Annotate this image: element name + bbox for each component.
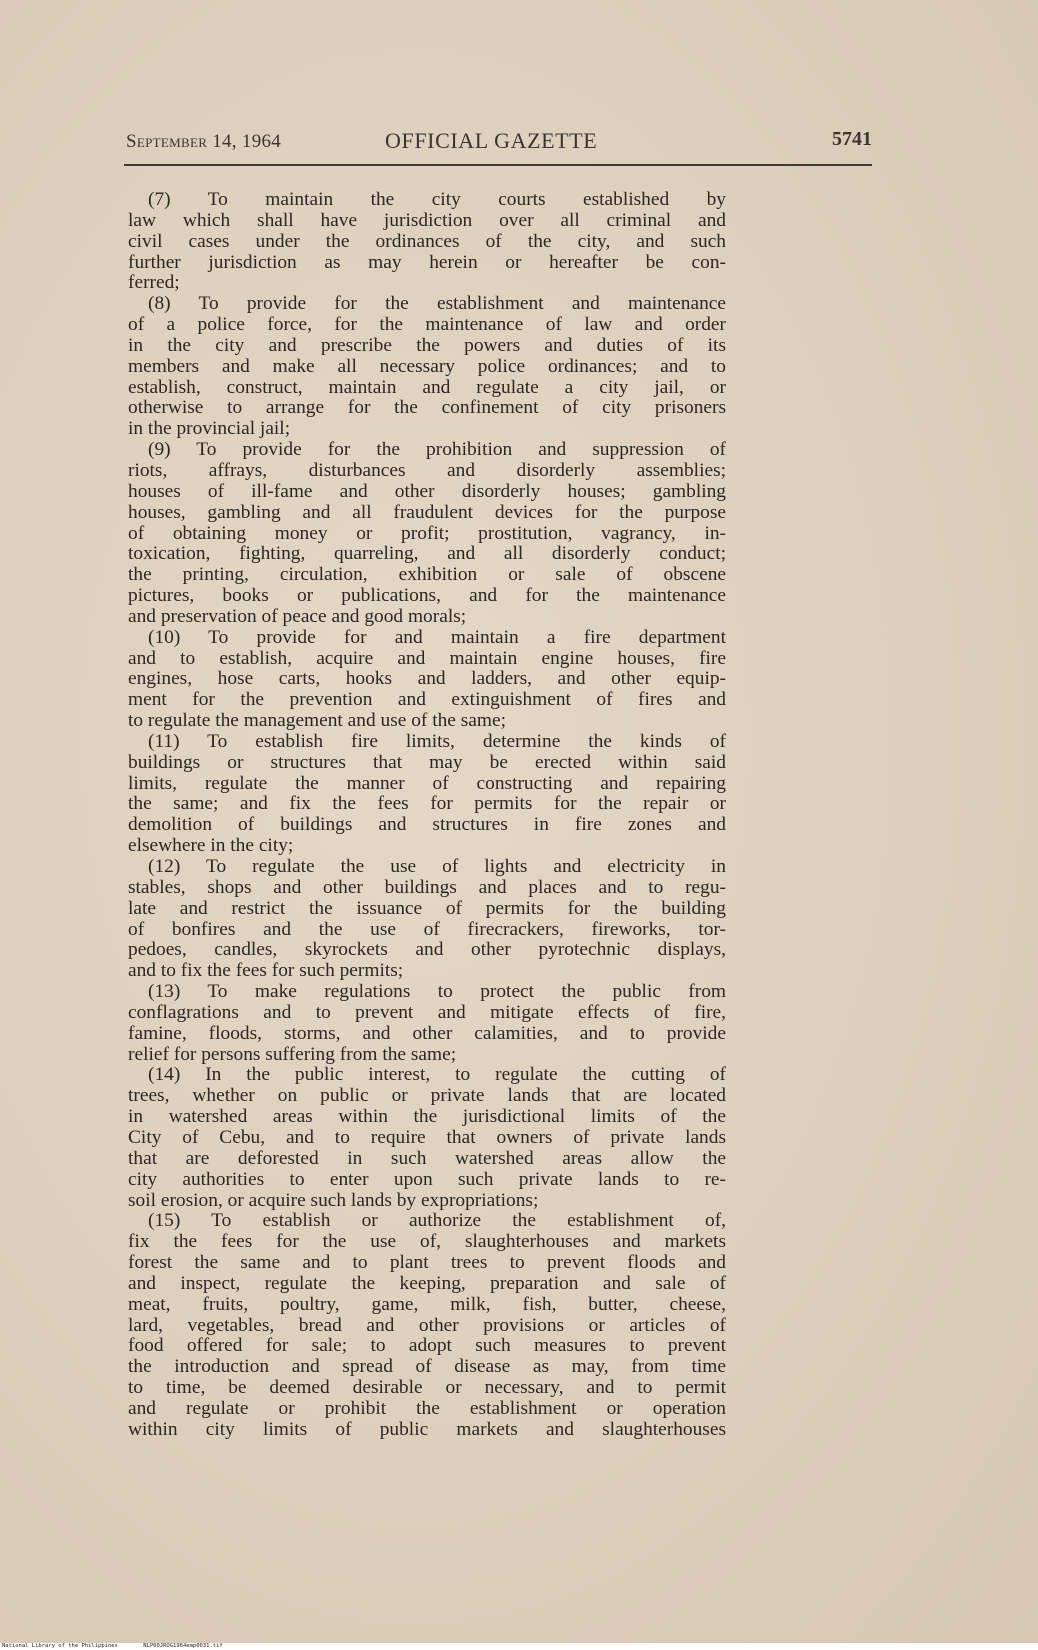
text-line: within city limits of public markets and slaughterhouses xyxy=(128,1418,726,1440)
text-line: and preservation of peace and good morals; xyxy=(128,605,467,627)
text-line: establish, construct, maintain and regulate a city jail, or xyxy=(128,376,726,398)
text-line: famine, floods, storms, and other calamities, and to provide xyxy=(128,1022,726,1044)
publication-title: OFFICIAL GAZETTE xyxy=(385,128,598,153)
text-line: pictures, books or publications, and for the maintenance xyxy=(128,585,726,607)
footer-institution: National Library of the Philippines xyxy=(2,1643,118,1649)
text-line: (7) To maintain the city courts established by xyxy=(148,189,726,210)
text-line: to regulate the management and use of the same; xyxy=(128,710,506,732)
body-text xyxy=(128,190,726,1441)
text-line: (10) To provide for and maintain a fire department xyxy=(148,626,726,648)
text-line: engines, hose carts, hooks and ladders, and other equip- xyxy=(128,668,726,690)
text-line: houses, gambling and all fraudulent devices for the purpose xyxy=(128,501,726,523)
text-line: conflagrations and to prevent and mitigate effects of fire, xyxy=(128,1001,726,1023)
text-line: late and restrict the issuance of permits for the building xyxy=(128,897,726,919)
text-line: (8) To provide for the establishment and maintenance xyxy=(148,293,726,315)
text-line: and to fix the fees for such permits; xyxy=(128,960,404,982)
text-line: that are deforested in such watershed areas allow the xyxy=(128,1147,726,1169)
text-line: forest the same and to plant trees to prevent floods and xyxy=(128,1252,726,1274)
text-line: buildings or structures that may be erected within said xyxy=(128,751,726,773)
text-line: (14) In the public interest, to regulate the cutting of xyxy=(148,1064,726,1086)
text-line: and inspect, regulate the keeping, preparation and sale of xyxy=(128,1272,726,1294)
text-line: (11) To establish fire limits, determine the kinds of xyxy=(148,730,726,752)
text-line: toxication, fighting, quarreling, and all disorderly conduct; xyxy=(128,543,726,565)
header-date: September 14, 1964 xyxy=(126,131,282,152)
header-rule xyxy=(124,164,872,166)
text-line: demolition of buildings and structures in fire zones and xyxy=(128,814,726,836)
text-line: the introduction and spread of disease as may, from time xyxy=(128,1356,726,1378)
text-line: fix the fees for the use of, slaughterhouses and markets xyxy=(128,1231,726,1253)
text-line: the same; and fix the fees for permits for the repair or xyxy=(128,793,726,815)
text-line: of a police force, for the maintenance of law and order xyxy=(128,314,726,336)
text-line: ment for the prevention and extinguishment of fires and xyxy=(128,689,726,711)
text-line: and to establish, acquire and maintain engine houses, fire xyxy=(128,647,726,669)
text-line: ferred; xyxy=(128,272,180,294)
text-line: in the city and prescribe the powers and duties of its xyxy=(128,334,726,356)
text-line: limits, regulate the manner of constructing and repairing xyxy=(128,772,726,794)
text-line: of obtaining money or profit; prostitution, vagrancy, in- xyxy=(128,522,726,544)
text-line: relief for persons suffering from the same; xyxy=(128,1043,457,1065)
text-line: in watershed areas within the jurisdictional limits of the xyxy=(128,1106,726,1128)
text-line: soil erosion, or acquire such lands by expropriations; xyxy=(128,1189,539,1211)
text-line: (15) To establish or authorize the establishment of, xyxy=(148,1210,726,1232)
text-line: civil cases under the ordinances of the city, and such xyxy=(128,230,726,252)
scan-footer xyxy=(0,1643,1038,1650)
text-line: stables, shops and other buildings and places and to regu- xyxy=(128,876,726,898)
text-line: meat, fruits, poultry, game, milk, fish, butter, cheese, xyxy=(128,1293,726,1315)
text-line: law which shall have jurisdiction over all criminal and xyxy=(128,209,726,231)
text-line: houses of ill-fame and other disorderly houses; gambling xyxy=(128,480,726,502)
text-line: trees, whether on public or private lands that are located xyxy=(128,1085,726,1107)
text-line: lard, vegetables, bread and other provisions or articles of xyxy=(128,1314,726,1336)
text-line: the printing, circulation, exhibition or sale of obscene xyxy=(128,564,726,586)
text-line: elsewhere in the city; xyxy=(128,835,294,857)
text-line: food offered for sale; to adopt such measures to prevent xyxy=(128,1335,726,1357)
text-line: to time, be deemed desirable or necessary, and to permit xyxy=(128,1377,726,1399)
text-line: of bonfires and the use of firecrackers, fireworks, tor- xyxy=(128,918,726,940)
text-line: city authorities to enter upon such private lands to re- xyxy=(128,1168,726,1190)
running-header xyxy=(126,128,872,158)
text-line: (9) To provide for the prohibition and suppression of xyxy=(148,439,726,461)
text-line: pedoes, candles, skyrockets and other pyrotechnic displays, xyxy=(128,939,726,961)
text-line: (12) To regulate the use of lights and electricity in xyxy=(148,856,726,877)
text-line: (13) To make regulations to protect the public from xyxy=(148,981,726,1003)
text-line: in the provincial jail; xyxy=(128,418,291,440)
text-line: City of Cebu, and to require that owners of private lands xyxy=(128,1126,726,1148)
footer-filename: NLP00JROG1964emp0031.tif xyxy=(143,1643,223,1649)
text-line: and regulate or prohibit the establishment or operation xyxy=(128,1397,726,1419)
text-line: members and make all necessary police ordinances; and to xyxy=(128,355,726,377)
text-line: further jurisdiction as may herein or hereafter be con- xyxy=(128,251,726,273)
page-number: 5741 xyxy=(832,128,872,150)
text-line: otherwise to arrange for the confinement of city prisoners xyxy=(128,397,726,419)
text-line: riots, affrays, disturbances and disorderly assemblies; xyxy=(128,459,726,481)
